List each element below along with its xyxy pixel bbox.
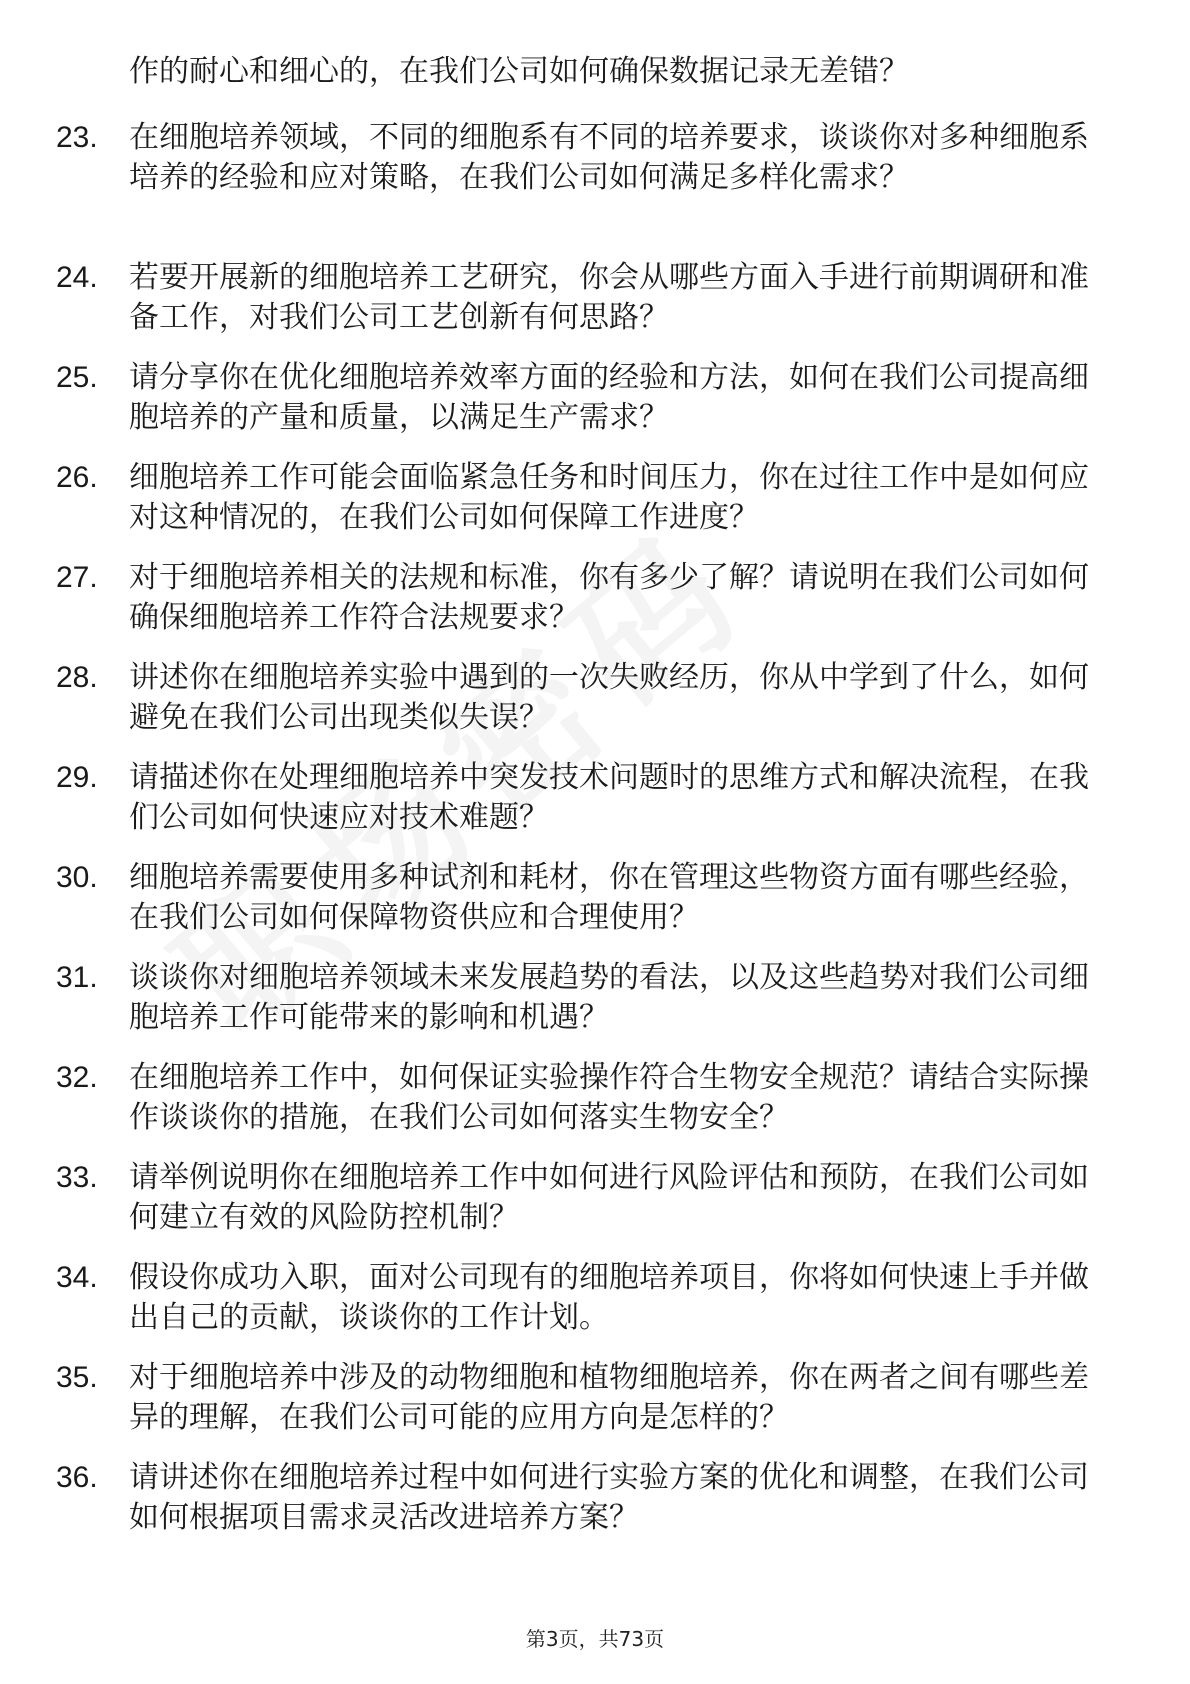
question-text: 在细胞培养工作中，如何保证实验操作符合生物安全规范？请结合实际操作谈谈你的措施，在我们公司如何落实生物安全？ <box>129 1060 1089 1135</box>
list-item <box>0 1458 1190 1558</box>
question-text: 谈谈你对细胞培养领域未来发展趋势的看法，以及这些趋势对我们公司细胞培养工作可能带来的影响和机遇？ <box>129 960 1089 1035</box>
question-number: 35. <box>56 1361 98 1394</box>
question-number: 29. <box>56 761 98 794</box>
question-number: 25. <box>56 361 98 394</box>
list-item <box>0 1258 1190 1358</box>
question-text: 细胞培养工作可能会面临紧急任务和时间压力，你在过往工作中是如何应对这种情况的，在我们公司如何保障工作进度？ <box>129 460 1089 535</box>
question-text: 细胞培养需要使用多种试剂和耗材，你在管理这些物资方面有哪些经验，在我们公司如何保障物资供应和合理使用？ <box>129 860 1089 935</box>
question-text: 讲述你在细胞培养实验中遇到的一次失败经历，你从中学到了什么，如何避免在我们公司出现类似失误？ <box>129 660 1089 735</box>
question-number: 28. <box>56 661 98 694</box>
page-footer: 第3页，共73页 <box>525 1627 665 1651</box>
question-number: 24. <box>56 261 98 294</box>
list-item <box>0 118 1190 258</box>
question-text: 假设你成功入职，面对公司现有的细胞培养项目，你将如何快速上手并做出自己的贡献，谈谈你的工作计划。 <box>129 1260 1089 1335</box>
list-item <box>0 658 1190 758</box>
question-text: 请讲述你在细胞培养过程中如何进行实验方案的优化和调整，在我们公司如何根据项目需求灵活改进培养方案？ <box>129 1460 1089 1535</box>
question-number: 23. <box>56 121 98 154</box>
question-number: 33. <box>56 1161 98 1194</box>
question-text: 若要开展新的细胞培养工艺研究，你会从哪些方面入手进行前期调研和准备工作，对我们公司工艺创新有何思路？ <box>129 260 1089 335</box>
question-number: 36. <box>56 1461 98 1494</box>
list-item <box>0 758 1190 858</box>
list-item <box>0 258 1190 358</box>
list-item <box>0 358 1190 458</box>
question-text: 在细胞培养领域，不同的细胞系有不同的培养要求，谈谈你对多种细胞系培养的经验和应对策略，在我们公司如何满足多样化需求？ <box>129 120 1089 195</box>
question-text: 请举例说明你在细胞培养工作中如何进行风险评估和预防，在我们公司如何建立有效的风险防控机制？ <box>129 1160 1089 1235</box>
question-list <box>0 118 1190 1558</box>
list-item <box>0 1158 1190 1258</box>
question-number: 31. <box>56 961 98 994</box>
list-item <box>0 558 1190 658</box>
question-number: 32. <box>56 1061 98 1094</box>
list-item <box>0 458 1190 558</box>
question-number: 26. <box>56 461 98 494</box>
question-text: 请分享你在优化细胞培养效率方面的经验和方法，如何在我们公司提高细胞培养的产量和质量，以满足生产需求？ <box>129 360 1089 435</box>
list-item <box>0 858 1190 958</box>
question-number: 34. <box>56 1261 98 1294</box>
question-text: 请描述你在处理细胞培养中突发技术问题时的思维方式和解决流程，在我们公司如何快速应对技术难题？ <box>129 760 1089 835</box>
list-item <box>0 958 1190 1058</box>
list-item <box>0 1058 1190 1158</box>
question-text: 对于细胞培养相关的法规和标准，你有多少了解？请说明在我们公司如何确保细胞培养工作符合法规要求？ <box>129 560 1089 635</box>
continued-question-text: 作的耐心和细心的，在我们公司如何确保数据记录无差错？ <box>129 54 909 89</box>
question-number: 27. <box>56 561 98 594</box>
list-item <box>0 1358 1190 1458</box>
question-number: 30. <box>56 861 98 894</box>
question-text: 对于细胞培养中涉及的动物细胞和植物细胞培养，你在两者之间有哪些差异的理解，在我们公司可能的应用方向是怎样的？ <box>129 1360 1089 1435</box>
